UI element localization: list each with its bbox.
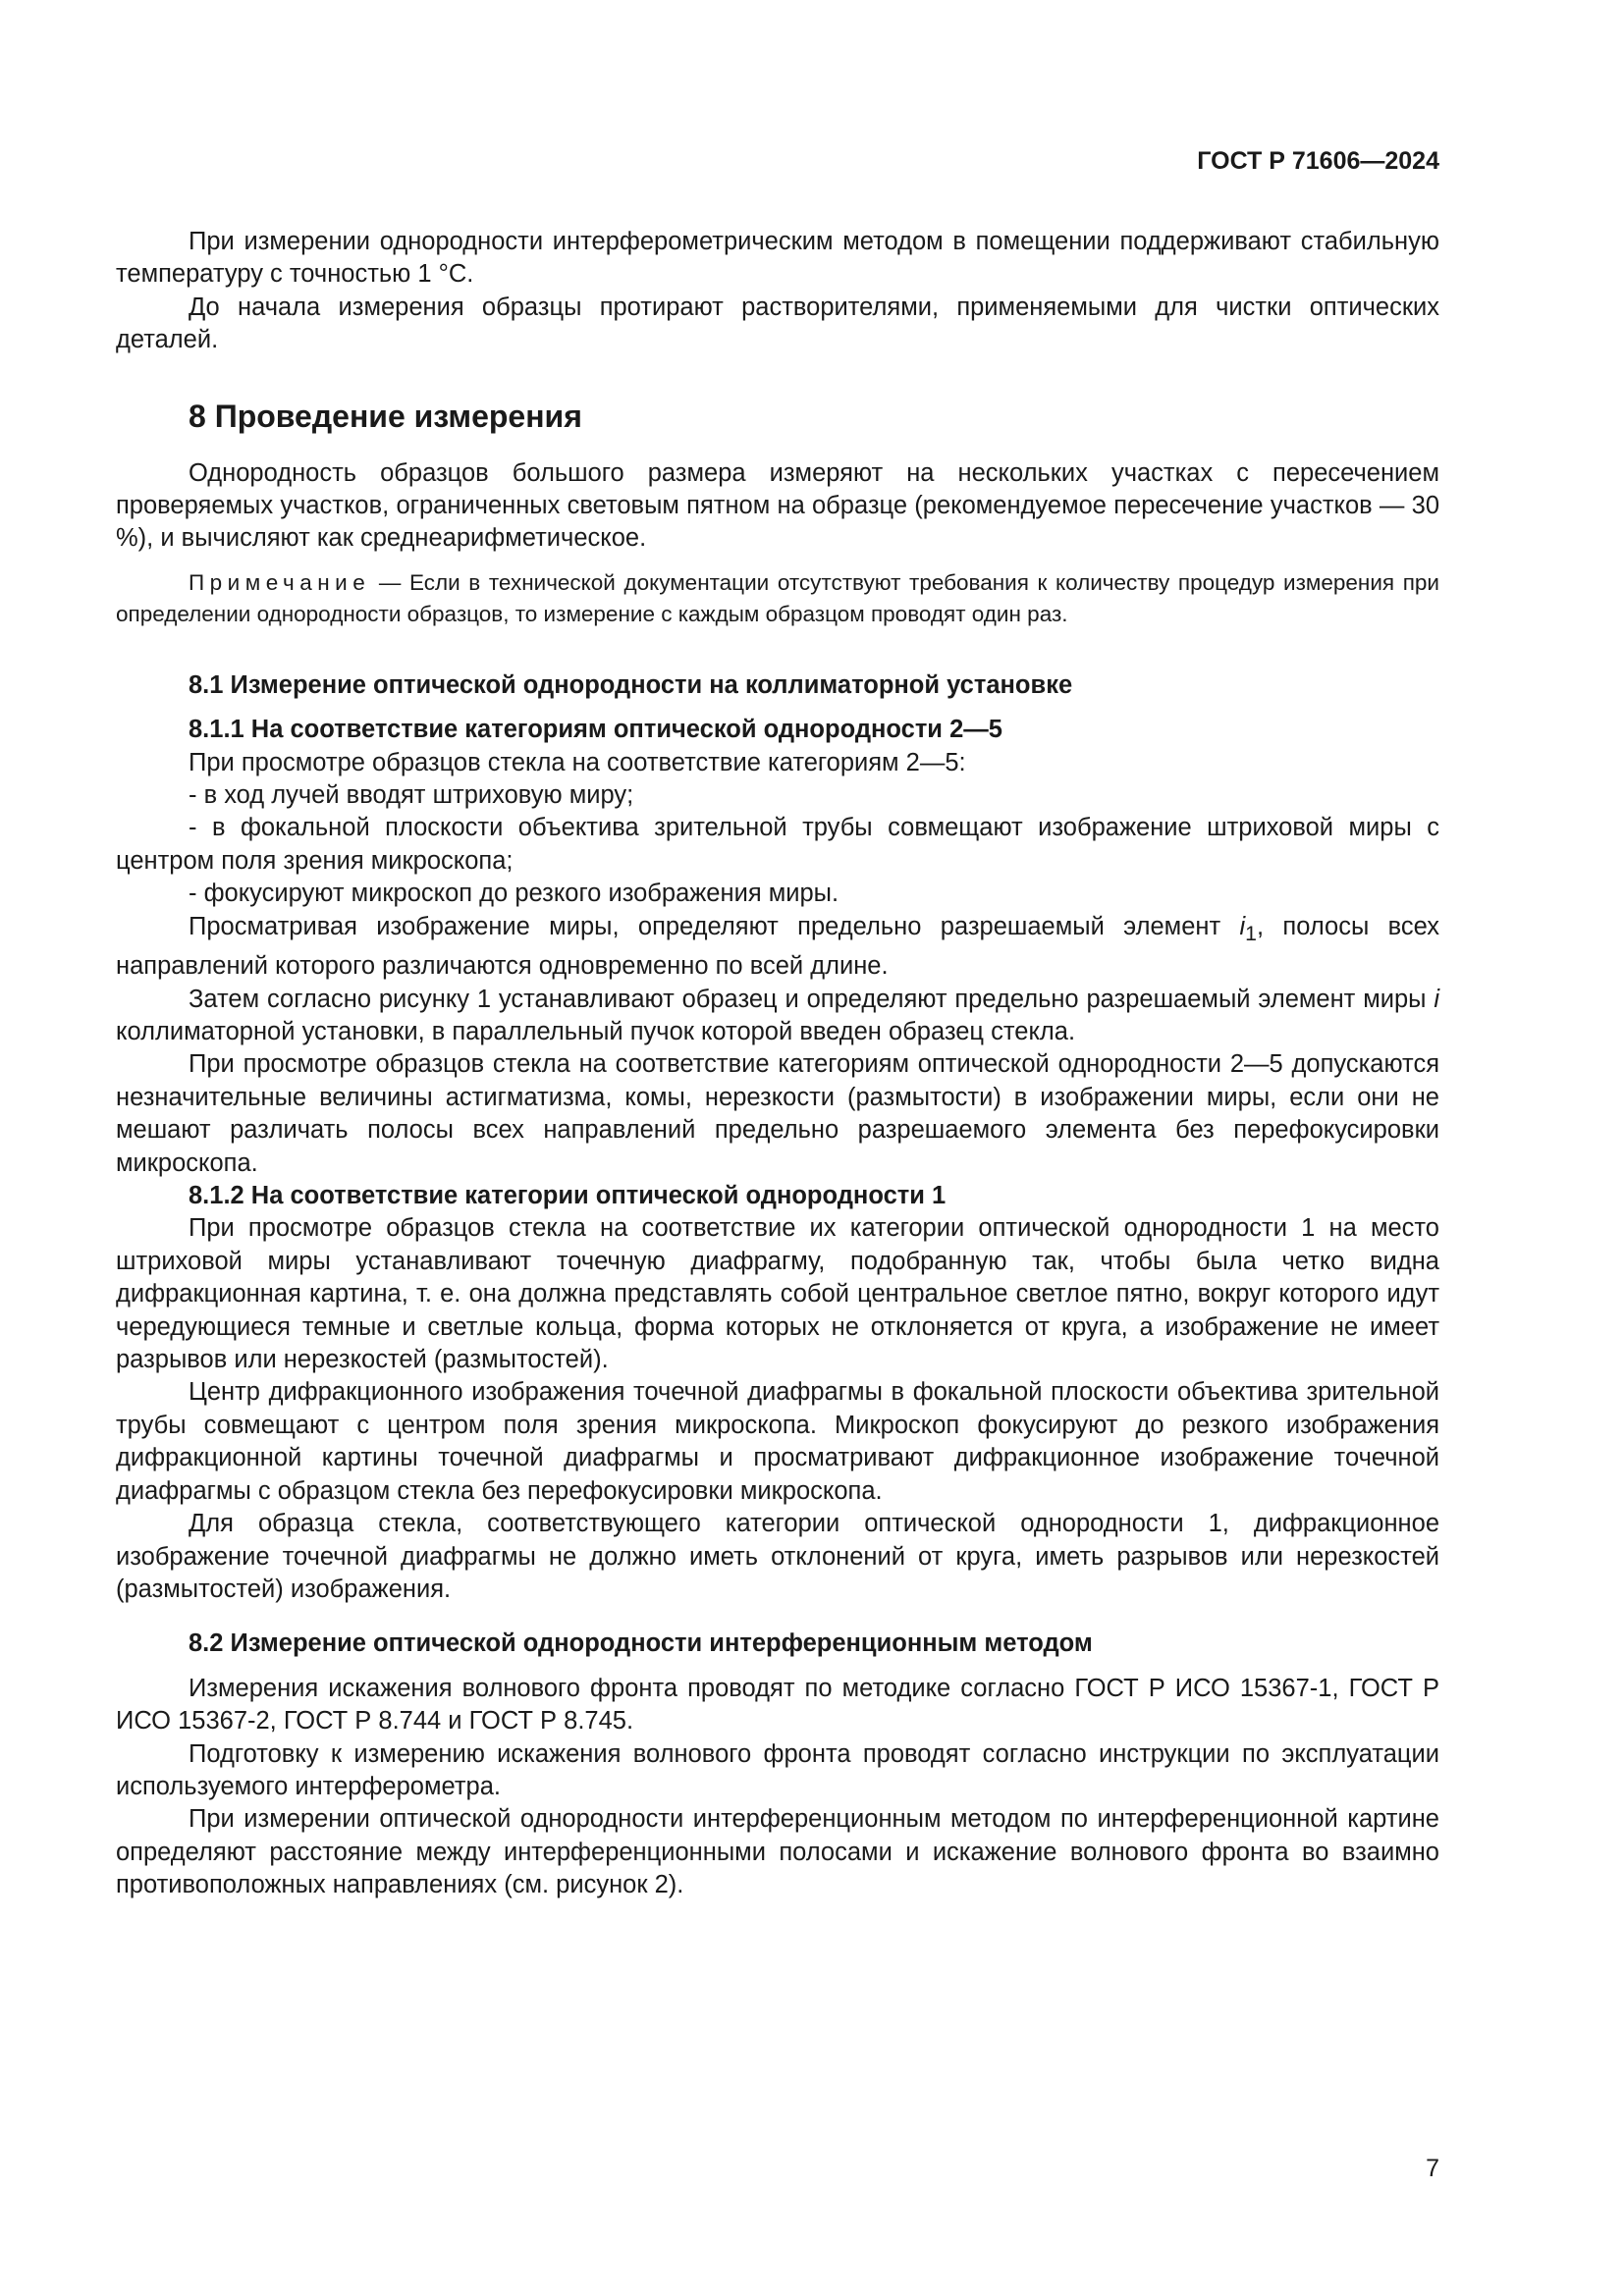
section-8-2-paragraph: Подготовку к измерению искажения волнового фронта проводят согласно инструкции по эксплуатации используемого интерферометра. bbox=[116, 1739, 1439, 1800]
section-8-2-heading: 8.2 Измерение оптической однородности интерференционным методом bbox=[189, 1629, 1093, 1658]
intro-paragraph-2: До начала измерения образцы протирают растворителями, применяемыми для чистки оптических деталей. bbox=[116, 293, 1439, 354]
section-8-heading: 8 Проведение измерения bbox=[189, 398, 582, 434]
var-subscript: 1 bbox=[1245, 921, 1257, 945]
var-i: i bbox=[1239, 912, 1246, 940]
intro-paragraph-1: При измерении однородности интерферометрическим методом в помещении поддерживают стабильную температуру с точностью 1 °С. bbox=[116, 228, 1439, 289]
section-8-note bbox=[116, 567, 1439, 630]
section-8-1-1-heading: 8.1.1 На соответствие категориям оптической однородности 2—5 bbox=[189, 716, 1002, 744]
paragraph-resolved-element-i: Затем согласно рисунку 1 устанавливают образец и определяют предельно разрешаемый элемент миры i коллиматорной установки, в параллельный пучок которой введен образец стекла. bbox=[116, 985, 1439, 1045]
section-8-1-2-paragraph: Для образца стекла, соответствующего категории оптической однородности 1, дифракционное изображение точечной диафрагмы не должно иметь отклонений от круга, иметь разрывов или нерезкостей (размытостей) изображения. bbox=[116, 1510, 1439, 1603]
list-item: - в фокальной плоскости объектива зрительной трубы совмещают изображение штриховой миры с центром поля зрения микроскопа; bbox=[116, 814, 1439, 875]
note-text: — Если в технической документации отсутствуют требования к количеству процедур измерения при определении однородности образцов, то измерение с каждым образцом проводят один раз. bbox=[116, 569, 1439, 626]
list-item: - в ход лучей вводят штриховую миру; bbox=[189, 781, 634, 810]
list-item: - фокусируют микроскоп до резкого изображения миры. bbox=[189, 880, 839, 908]
document-header: ГОСТ Р 71606—2024 bbox=[1197, 147, 1439, 175]
paragraph-astigmatism: При просмотре образцов стекла на соответствие категориям оптической однородности 2—5 допускаются незначительные величины астигматизма, комы, нерезкости (размытости) в изображении миры, если они не мешают различать полосы всех направлений предельно разрешаемого элемента без перефокусировки микроскопа. bbox=[116, 1050, 1439, 1177]
paragraph-resolved-element-i1: Просматривая изображение миры, определяют предельно разрешаемый элемент $i_1$, полосы всех направлений которого различаются одновременно по всей длине. bbox=[116, 912, 1440, 981]
section-8-paragraph: Однородность образцов большого размера измеряют на нескольких участках с пересечением проверяемых участков, ограниченных световым пятном на образце (рекомендуемое пересечение участков — 30 %), и вычисляют как среднеарифметическое. bbox=[116, 458, 1439, 553]
section-8-2-paragraph: Измерения искажения волнового фронта проводят по методике согласно ГОСТ Р ИСО 15367-1, ГОСТ Р ИСО 15367-2, ГОСТ Р 8.744 и ГОСТ Р 8.745. bbox=[116, 1674, 1439, 1735]
page-number: 7 bbox=[1426, 2155, 1439, 2182]
section-8-1-2-heading: 8.1.2 На соответствие категории оптической однородности 1 bbox=[189, 1182, 947, 1210]
section-8-1-2-paragraph: При просмотре образцов стекла на соответствие их категории оптической однородности 1 на место штриховой миры устанавливают точечную диафрагму, подобранную так, чтобы была четко видна дифракционная картина, т. е. она должна представлять собой центральное светлое пятно, вокруг которого идут чередующиеся темные и светлые кольца, форма которых не отклоняется от круга, а изображение не имеет разрывов или нерезкостей (размытостей). bbox=[116, 1214, 1439, 1374]
section-8-1-2-paragraph: Центр дифракционного изображения точечной диафрагмы в фокальной плоскости объектива зрительной трубы совмещают с центром поля зрения микроскопа. Микроскоп фокусируют до резкого изображения дифракционной картины точечной диафрагмы и просматривают дифракционное изображение точечной диафрагмы с образцом стекла без перефокусировки микроскопа. bbox=[116, 1378, 1439, 1505]
section-8-2-paragraph: При измерении оптической однородности интерференционным методом по интерференционной картине определяют расстояние между интерференционными полосами и искажение волнового фронта во взаимно противоположных направлениях (см. рисунок 2). bbox=[116, 1805, 1439, 1899]
document-body bbox=[116, 226, 1439, 1902]
section-8-1-heading: 8.1 Измерение оптической однородности на коллиматорной установке bbox=[189, 670, 1073, 699]
section-8-1-1-intro: При просмотре образцов стекла на соответствие категориям 2—5: bbox=[189, 748, 966, 776]
var-i: i bbox=[1434, 985, 1439, 1013]
note-label: Примечание bbox=[189, 569, 371, 595]
